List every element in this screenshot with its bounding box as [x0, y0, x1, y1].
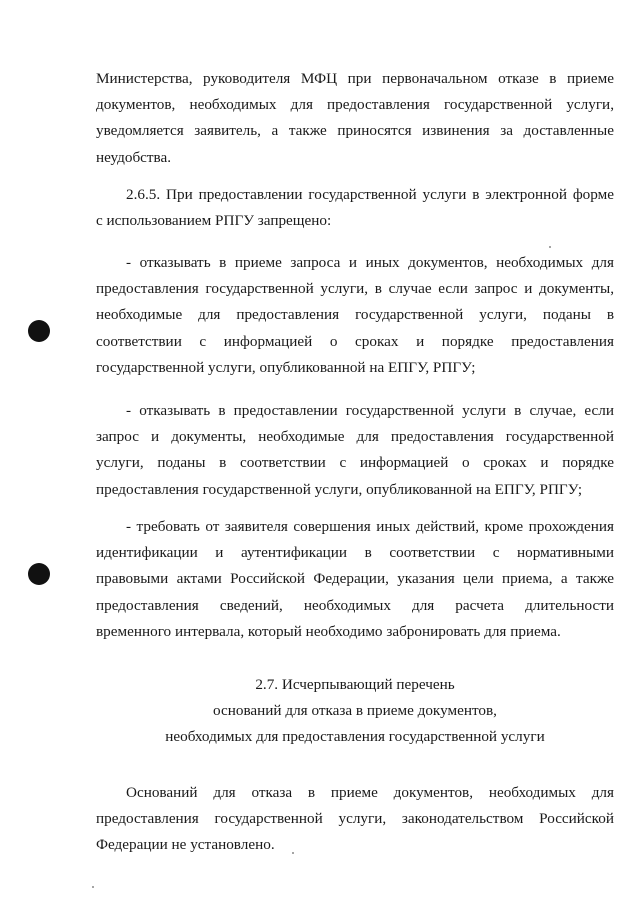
text-line: необходимые для предоставления государственной услуги, поданы в	[96, 306, 614, 324]
paragraph-2-6-5	[96, 182, 614, 234]
text-line: - отказывать в приеме запроса и иных документов, необходимых для	[126, 254, 614, 271]
paragraph-continuation	[96, 66, 614, 171]
text-line: документов, необходимых для предоставления государственной услуги,	[96, 96, 614, 114]
text-line: государственной услуги, опубликованной на ЕПГУ, РПГУ;	[96, 358, 476, 376]
punch-hole-bottom	[28, 563, 50, 585]
scan-speck	[92, 886, 94, 888]
punch-hole-top	[28, 320, 50, 342]
text-line: Оснований для отказа в приеме документов, необходимых для	[126, 784, 614, 801]
text-line: услуги, поданы в соответствии с информацией о сроках и порядке	[96, 454, 614, 472]
text-line: соответствии с информацией о сроках и порядке предоставления	[96, 332, 614, 350]
text-line: 2.6.5. При предоставлении государственной услуги в электронной форме	[126, 186, 614, 203]
text-line: уведомляется заявитель, а также приносятся извинения за доставленные	[96, 122, 614, 140]
paragraph-no-grounds	[96, 780, 614, 859]
text-line: - требовать от заявителя совершения иных действий, кроме прохождения	[126, 518, 614, 535]
text-line: с использованием РПГУ запрещено:	[96, 212, 332, 230]
text-line: неудобства.	[96, 148, 172, 166]
text-line: правовыми актами Российской Федерации, указания цели приема, а также	[96, 570, 614, 588]
text-line: предоставления сведений, необходимых для расчета длительности	[96, 596, 614, 614]
heading-line: необходимых для предоставления государственной услуги	[165, 728, 545, 746]
heading-line: оснований для отказа в приеме документов,	[213, 702, 497, 720]
text-line: предоставления государственной услуги, в случае если запрос и документы,	[96, 280, 614, 298]
section-heading-2-7	[96, 672, 614, 751]
text-line: запрос и документы, необходимые для предоставления государственной	[96, 428, 614, 446]
text-line: предоставления государственной услуги, законодательством Российской	[96, 810, 614, 828]
list-item-refuse-service	[96, 398, 614, 503]
text-line: предоставления государственной услуги, опубликованной на ЕПГУ, РПГУ;	[96, 480, 583, 498]
list-item-refuse-acceptance	[96, 250, 614, 381]
text-line: - отказывать в предоставлении государственной услуги в случае, если	[126, 402, 614, 419]
text-line: идентификации и аутентификации в соответствии с нормативными	[96, 544, 614, 562]
scan-speck	[549, 246, 551, 248]
text-line: временного интервала, который необходимо забронировать для приема.	[96, 622, 561, 640]
text-line: Министерства, руководителя МФЦ при первоначальном отказе в приеме	[96, 70, 614, 87]
text-line: Федерации не установлено.	[96, 836, 275, 854]
list-item-require-actions	[96, 514, 614, 645]
heading-line: 2.7. Исчерпывающий перечень	[255, 676, 455, 693]
